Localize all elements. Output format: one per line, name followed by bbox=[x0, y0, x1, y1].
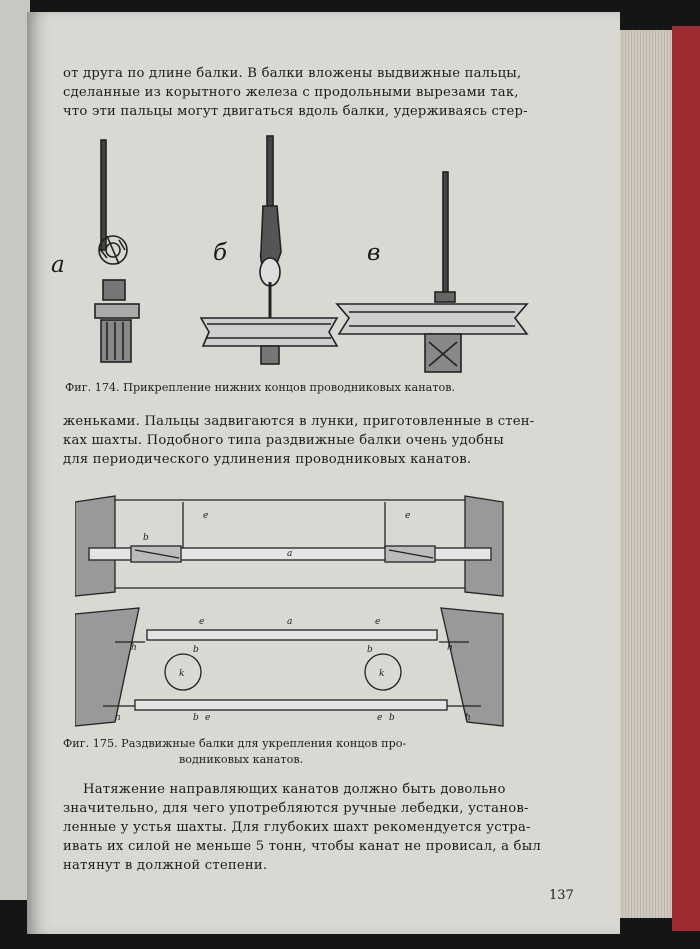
figure-175-label: b bbox=[143, 533, 149, 543]
figure-174-v-label: в bbox=[367, 240, 381, 266]
text-line: Натяжение направляющих канатов должно быть довольно bbox=[83, 782, 506, 797]
figure-175-label: e bbox=[199, 617, 205, 627]
figure-174-a-label: а bbox=[51, 252, 65, 278]
text-line: для периодического удлинения проводниковых канатов. bbox=[63, 452, 472, 467]
figure-175-label: e bbox=[205, 713, 211, 723]
left-page-edge bbox=[0, 0, 30, 900]
figure-175-label: e bbox=[203, 511, 209, 521]
figure-175-label: h bbox=[115, 713, 121, 723]
text-line: что эти пальцы могут двигаться вдоль балки, удерживаясь стер- bbox=[63, 104, 528, 119]
text-line: натянут в должной степени. bbox=[63, 858, 268, 873]
figure-175-label: e bbox=[405, 511, 411, 521]
figure-175-label: a bbox=[287, 549, 293, 559]
figure-175-label: k bbox=[379, 669, 385, 679]
figure-174-v-drawing bbox=[337, 172, 527, 372]
figure-175-label: b bbox=[389, 713, 395, 723]
figure-175-letter-labels bbox=[115, 511, 471, 723]
page-number: 137 bbox=[549, 888, 574, 903]
figure-175-label: e bbox=[375, 617, 381, 627]
caption-line: Фиг. 175. Раздвижные балки для укрепления концов про- bbox=[63, 737, 407, 750]
figure-175 bbox=[75, 492, 505, 732]
figure-175-caption bbox=[63, 736, 406, 768]
figure-175-label: b bbox=[193, 645, 199, 655]
figure-175-label: k bbox=[179, 669, 185, 679]
figure-174-b-label: б bbox=[213, 240, 228, 266]
figure-175-label: b bbox=[193, 713, 199, 723]
caption-line: водниковых канатов. bbox=[179, 753, 304, 766]
book-page bbox=[27, 12, 620, 934]
text-line: ленные у устья шахты. Для глубоких шахт рекомендуется устра- bbox=[63, 820, 531, 835]
figure-175-label: h bbox=[465, 713, 471, 723]
figure-174-a-drawing bbox=[95, 140, 139, 362]
figure-174-caption: Фиг. 174. Прикрепление нижних концов проводниковых канатов. bbox=[65, 381, 456, 394]
text-line: сделанные из корытного железа с продольными вырезами так, bbox=[63, 85, 519, 100]
figure-175-top-view bbox=[75, 496, 503, 596]
figure-175-label: h bbox=[131, 643, 137, 653]
paragraph-middle bbox=[63, 412, 583, 469]
figure-175-label: h bbox=[447, 643, 453, 653]
figure-174 bbox=[37, 132, 537, 387]
figure-175-label: e bbox=[377, 713, 383, 723]
paragraph-top bbox=[63, 64, 583, 121]
figure-175-label: b bbox=[367, 645, 373, 655]
text-line: ках шахты. Подобного типа раздвижные балки очень удобны bbox=[63, 433, 504, 448]
text-line: женьками. Пальцы задвигаются в лунки, приготовленные в стен- bbox=[63, 414, 535, 429]
text-line: от друга по длине балки. В балки вложены выдвижные пальцы, bbox=[63, 66, 522, 81]
figure-175-label: a bbox=[287, 617, 293, 627]
book-cover-edge bbox=[672, 26, 700, 931]
text-line: ивать их силой не меньше 5 тонн, чтобы канат не провисал, а был bbox=[63, 839, 541, 854]
text-line: значительно, для чего употребляются ручные лебедки, установ- bbox=[63, 801, 529, 816]
page-stack bbox=[620, 30, 672, 918]
paragraph-bottom bbox=[63, 780, 583, 875]
